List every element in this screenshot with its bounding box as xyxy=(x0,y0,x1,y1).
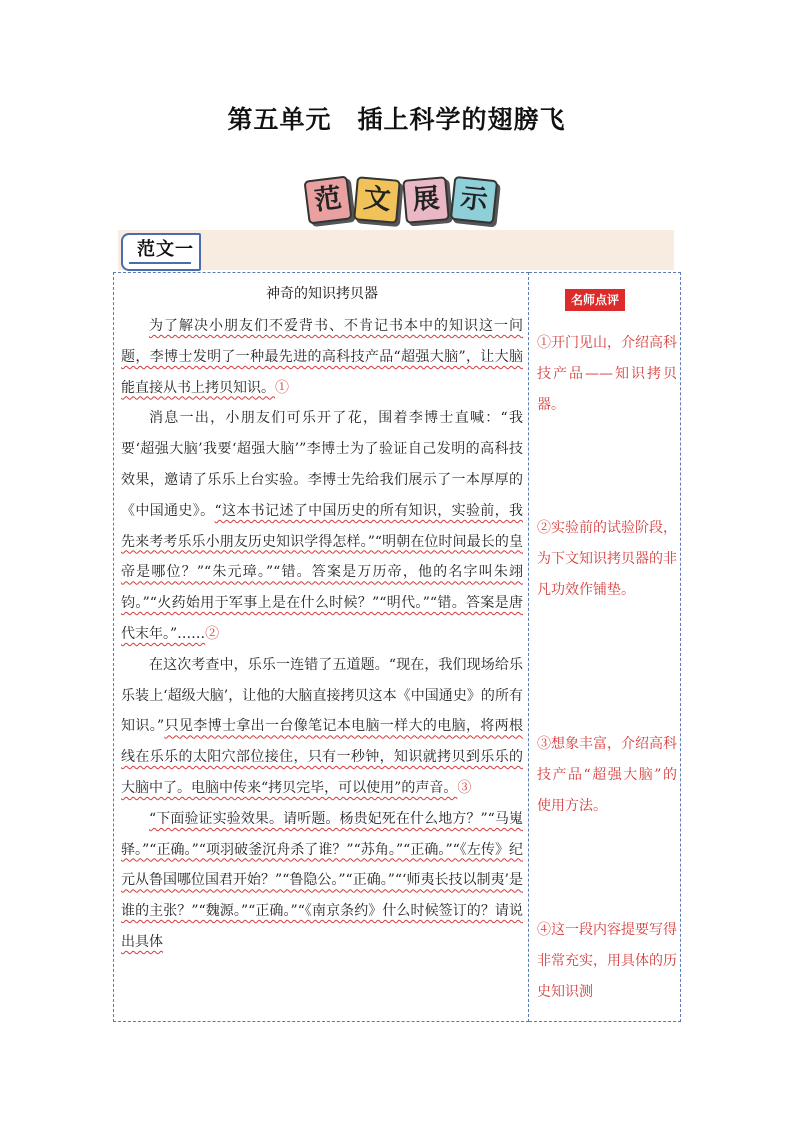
section-banner xyxy=(302,172,498,224)
commentary-badge: 名师点评 xyxy=(565,289,625,311)
essay-paragraph xyxy=(121,804,523,958)
underlined-phrase: “这本书记述了中国历史的所有知识，实验前，我先来考考乐乐小朋友历史知识学得怎样。”“明朝在位时间最长的皇帝是哪位？”“朱元璋。”“错。答案是万历帝，他的名字叫朱翊钧。”“火药始用于军事上是在什么时候？”“明代。”“错。答案是唐代末年。”…… xyxy=(121,502,524,642)
banner-char: 文 xyxy=(353,176,401,224)
essay-text: 在这次考查中，乐乐一连错了五道题。“现在，我们现场给乐乐装上‘超级大脑’，让他的大脑直接拷贝这本《中国通史》的所有知识。” xyxy=(121,656,523,735)
commentary-note: ④这一段内容提要写得非常充实，用具体的历史知识测 xyxy=(537,922,677,1000)
banner-char: 示 xyxy=(450,176,498,224)
banner-char: 展 xyxy=(402,176,450,224)
essay-paragraph xyxy=(121,650,523,804)
underlined-phrase: “下面验证实验效果。请听题。杨贵妃死在什么地方？”“马嵬驿。”“正确。”“项羽破釜沉舟杀了谁？”“苏角。”“正确。”“《左传》纪元从鲁国哪位国君开始？”“鲁隐公。”“正确。”“‘师夷长技以制夷’是谁的主张？”“魏源。”“正确。”“《南京条约》什么时候签订的？请说出具体 xyxy=(121,810,523,950)
annotation-marker: ③ xyxy=(457,779,472,796)
commentary-note: ①开门见山，介绍高科技产品——知识拷贝器。 xyxy=(537,335,677,413)
commentary-note: ②实验前的试验阶段，为下文知识拷贝器的非凡功效作铺垫。 xyxy=(537,520,677,598)
essay-panel xyxy=(113,272,529,1022)
annotation-marker: ① xyxy=(275,379,289,396)
essay-paragraph xyxy=(121,311,523,403)
underlined-phrase: 为了解决小朋友们不爱背书、不肯记书本中的知识这一问题，李博士发明了一种最先进的高科技产品“超强大脑”，让大脑能直接从书上拷贝知识。 xyxy=(121,318,523,396)
annotation-marker: ② xyxy=(205,625,220,642)
essay-text: 消息一出，小朋友们可乐开了花，围着李博士直喊：“我要‘超强大脑’我要‘超强大脑’”李博士为了验证自己发明的高科技效果，邀请了乐乐上台实验。李博士先给我们展示了一本厚厚的《中国通史》。 xyxy=(121,410,523,519)
section-label: 范文一 xyxy=(137,239,194,260)
essay-paragraph xyxy=(121,403,523,649)
banner-char: 范 xyxy=(303,175,352,224)
page-title: 第五单元 插上科学的翅膀飞 xyxy=(227,105,566,134)
section-label-underline xyxy=(129,262,191,264)
commentary-panel xyxy=(529,272,681,1022)
section-label-badge xyxy=(121,233,201,271)
underlined-phrase: 只见李博士拿出一台像笔记本电脑一样大的电脑，将两根线在乐乐的太阳穴部位接住，只有一秒钟，知识就拷贝到乐乐的大脑中了。电脑中传来“拷贝完毕，可以使用”的声音。 xyxy=(121,718,523,796)
section-header xyxy=(118,230,674,270)
essay-title: 神奇的知识拷贝器 xyxy=(266,286,378,302)
essay-body xyxy=(121,311,523,958)
commentary-note: ③想象丰富，介绍高科技产品“超强大脑”的使用方法。 xyxy=(537,736,677,814)
